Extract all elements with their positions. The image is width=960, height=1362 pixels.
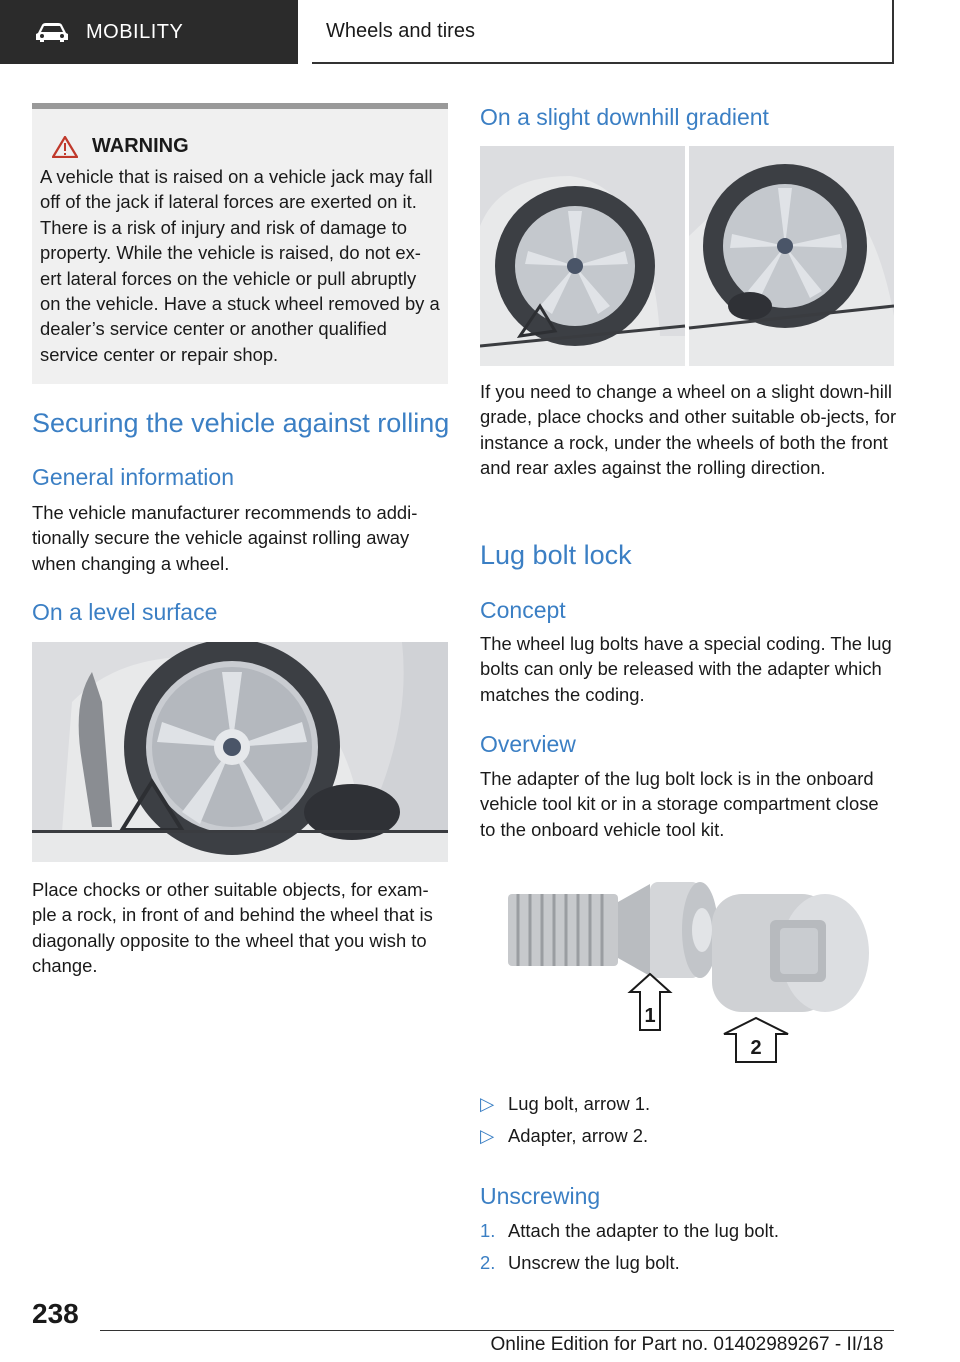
- step-number: 2.: [480, 1252, 496, 1273]
- heading-unscrewing: Unscrewing: [480, 1183, 601, 1209]
- bullet-text: Adapter, arrow 2.: [508, 1125, 649, 1146]
- warning-title-row: [40, 135, 440, 158]
- arrow-1-label: 1: [644, 1005, 656, 1027]
- warning-title: WARNING: [92, 135, 189, 157]
- warning-text: A vehicle that is raised on a vehicle jack may fall off of the jack if lateral forces are exerted on it. There is a risk of injury and risk of damage to property. While the vehicle is raised, do not ex-ert lateral forces on the vehicle or pull abruptly on the vehicle. Have a stuck wheel removed by a dealer’s service center or another qualified service center or repair shop.: [40, 166, 440, 365]
- step-number: 1.: [480, 1220, 496, 1241]
- arrow-2-label: 2: [750, 1037, 762, 1059]
- warning-triangle-icon: [52, 136, 78, 158]
- bullet-text: Lug bolt, arrow 1.: [508, 1093, 651, 1114]
- bullet-item: [480, 1125, 648, 1147]
- section-label: MOBILITY: [86, 20, 184, 43]
- step-text: Attach the adapter to the lug bolt.: [508, 1220, 779, 1241]
- heading-concept: Concept: [480, 597, 566, 623]
- overview-text: The adapter of the lug bolt lock is in the onboard vehicle tool kit or in a storage compartment close to the onboard vehicle tool kit.: [480, 768, 879, 840]
- concept-text: The wheel lug bolts have a special coding. The lug bolts can only be released with the adapter which matches the coding.: [480, 633, 892, 705]
- chapter-title: Wheels and tires: [326, 19, 475, 42]
- bullet-item: [480, 1093, 650, 1115]
- warning-box: [32, 103, 448, 384]
- heading-lug-bolt-lock: Lug bolt lock: [480, 540, 632, 570]
- header-section-tab: [0, 0, 298, 64]
- adapter-shape: [712, 894, 869, 1012]
- level-surface-illustration: [32, 642, 448, 862]
- heading-general: General information: [32, 464, 234, 490]
- heading-overview: Overview: [480, 731, 576, 757]
- page-number: 238: [32, 1298, 79, 1329]
- step-item: [480, 1252, 680, 1274]
- bullet-marker: ▷: [480, 1093, 495, 1114]
- heading-downhill: On a slight downhill gradient: [480, 104, 769, 130]
- lug-bolt-shape: [508, 882, 718, 978]
- footer-edition: Online Edition for Part no. 01402989267 - II/18: [490, 1334, 884, 1355]
- header-chapter: [312, 0, 894, 64]
- step-item: [480, 1220, 779, 1242]
- footer-divider: [100, 1330, 894, 1331]
- lug-bolt-illustration: [480, 862, 894, 1078]
- downhill-illustration: [480, 146, 894, 366]
- heading-securing: Securing the vehicle against rolling: [32, 408, 450, 438]
- car-icon: [34, 21, 70, 43]
- downhill-text: If you need to change a wheel on a slight down-hill grade, place chocks and other suitable ob-jects, for instance a rock, under the wheels of both the front and rear axles against the rolling direction.: [480, 381, 897, 479]
- level-surface-text: Place chocks or other suitable objects, for exam-ple a rock, in front of and behind the wheel that is diagonally opposite to the wheel that you wish to change.: [32, 879, 433, 977]
- heading-level-surface: On a level surface: [32, 599, 218, 625]
- general-text: The vehicle manufacturer recommends to addi-tionally secure the vehicle against rolling away when changing a wheel.: [32, 502, 418, 574]
- step-text: Unscrew the lug bolt.: [508, 1252, 680, 1273]
- bullet-marker: ▷: [480, 1125, 495, 1146]
